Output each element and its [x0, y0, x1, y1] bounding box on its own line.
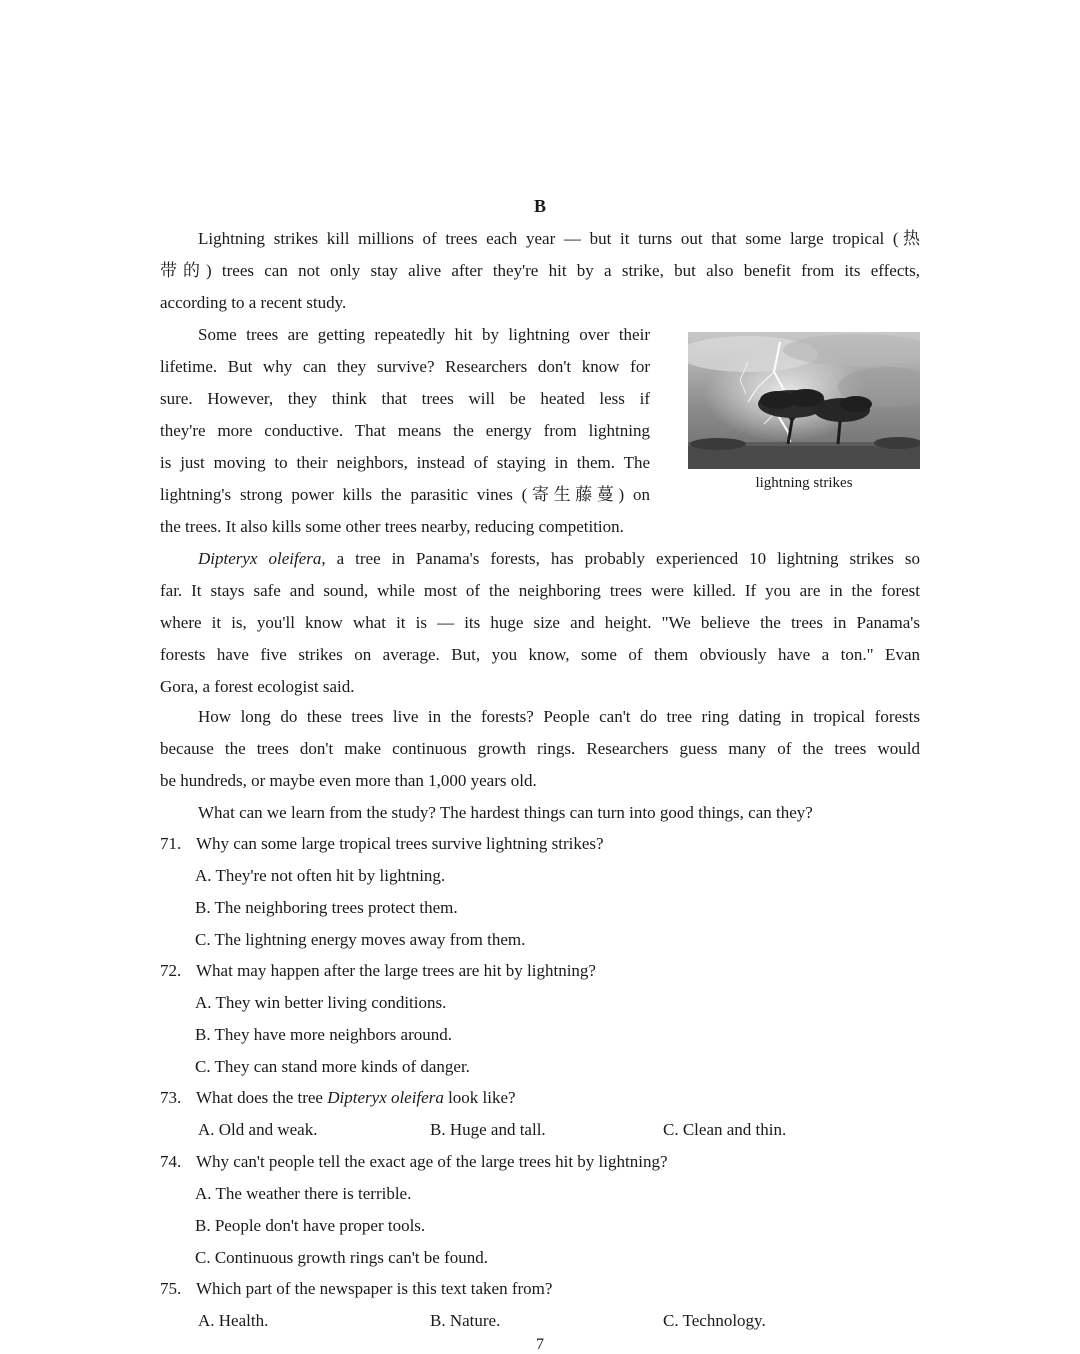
passage-line: What can we learn from the study? The hardest things can turn into good things, can they? [198, 803, 813, 822]
question-text: Why can some large tropical trees survive lightning strikes? [196, 834, 604, 853]
passage-line: How long do these trees live in the forests? People can't do tree ring dating in tropical forests [198, 707, 920, 726]
option-75-b: B. Nature. [430, 1311, 501, 1330]
passage-line: they're more conductive. That means the energy from lightning [160, 421, 650, 440]
passage-line: lifetime. But why can they survive? Researchers don't know for [160, 357, 650, 376]
passage-line: far. It stays safe and sound, while most of the neighboring trees were killed. If you are in the forest [160, 581, 920, 600]
question-73 [160, 1087, 516, 1109]
option-71-b: B. The neighboring trees protect them. [195, 898, 458, 917]
passage-text: , a tree in Panama's forests, has probably experienced 10 lightning strikes so [321, 549, 920, 568]
question-71 [160, 833, 604, 855]
section-heading: B [533, 196, 546, 216]
passage-line: is just moving to their neighbors, instead of staying in them. The [160, 453, 650, 472]
passage-line: where it is, you'll know what it is — its huge size and height. "We believe the trees in Panama's [160, 613, 920, 632]
question-number: 73. [160, 1088, 182, 1107]
question-text: What does the tree [196, 1088, 328, 1107]
option-75-c: C. Technology. [663, 1311, 766, 1330]
question-text: What may happen after the large trees are hit by lightning? [196, 961, 596, 980]
species-name: Dipteryx oleifera [198, 549, 322, 568]
passage-line: sure. However, they think that trees will be heated less if [160, 389, 650, 408]
question-text: look like? [443, 1088, 516, 1107]
lightning-photo [688, 332, 920, 469]
question-75 [160, 1278, 552, 1300]
question-text: Which part of the newspaper is this text taken from? [196, 1279, 553, 1298]
question-number: 71. [160, 834, 182, 853]
option-74-b: B. People don't have proper tools. [195, 1216, 426, 1235]
question-number: 74. [160, 1152, 182, 1171]
figure-caption: lightning strikes [755, 475, 853, 491]
option-75-a: A. Health. [198, 1311, 269, 1330]
lightning-tree-image [688, 332, 920, 469]
option-73-b: B. Huge and tall. [430, 1120, 546, 1139]
question-72 [160, 960, 596, 982]
passage-line: Some trees are getting repeatedly hit by lightning over their [198, 325, 650, 344]
question-number: 72. [160, 961, 182, 980]
question-number: 75. [160, 1279, 182, 1298]
option-71-a: A. They're not often hit by lightning. [195, 866, 446, 885]
passage-line: forests have five strikes on average. But, you know, some of them obviously have a ton." Evan [160, 645, 920, 664]
option-74-a: A. The weather there is terrible. [195, 1184, 412, 1203]
question-text: Why can't people tell the exact age of the large trees hit by lightning? [196, 1152, 668, 1171]
page-number: 7 [536, 1336, 544, 1353]
passage-line: because the trees don't make continuous growth rings. Researchers guess many of the trees would [160, 739, 920, 758]
passage-line: be hundreds, or maybe even more than 1,000 years old. [160, 771, 537, 790]
option-74-c: C. Continuous growth rings can't be found. [195, 1248, 488, 1267]
passage-line: lightning's strong power kills the parasitic vines (寄生藤蔓) on [160, 485, 650, 504]
option-72-a: A. They win better living conditions. [195, 993, 447, 1012]
option-73-c: C. Clean and thin. [663, 1120, 787, 1139]
passage-line: Gora, a forest ecologist said. [160, 677, 355, 696]
passage-line: 带的) trees can not only stay alive after they're hit by a strike, but also benefit from its effects, [160, 261, 920, 280]
question-74 [160, 1151, 668, 1173]
option-72-c: C. They can stand more kinds of danger. [195, 1057, 470, 1076]
species-name: Dipteryx oleifera [327, 1088, 444, 1107]
option-72-b: B. They have more neighbors around. [195, 1025, 452, 1044]
passage-line [198, 548, 920, 570]
option-73-a: A. Old and weak. [198, 1120, 318, 1139]
passage-line: Lightning strikes kill millions of trees each year — but it turns out that some large tropical (热 [198, 229, 920, 248]
passage-line: according to a recent study. [160, 293, 347, 312]
passage-line: the trees. It also kills some other trees nearby, reducing competition. [160, 517, 624, 536]
option-71-c: C. The lightning energy moves away from them. [195, 930, 526, 949]
